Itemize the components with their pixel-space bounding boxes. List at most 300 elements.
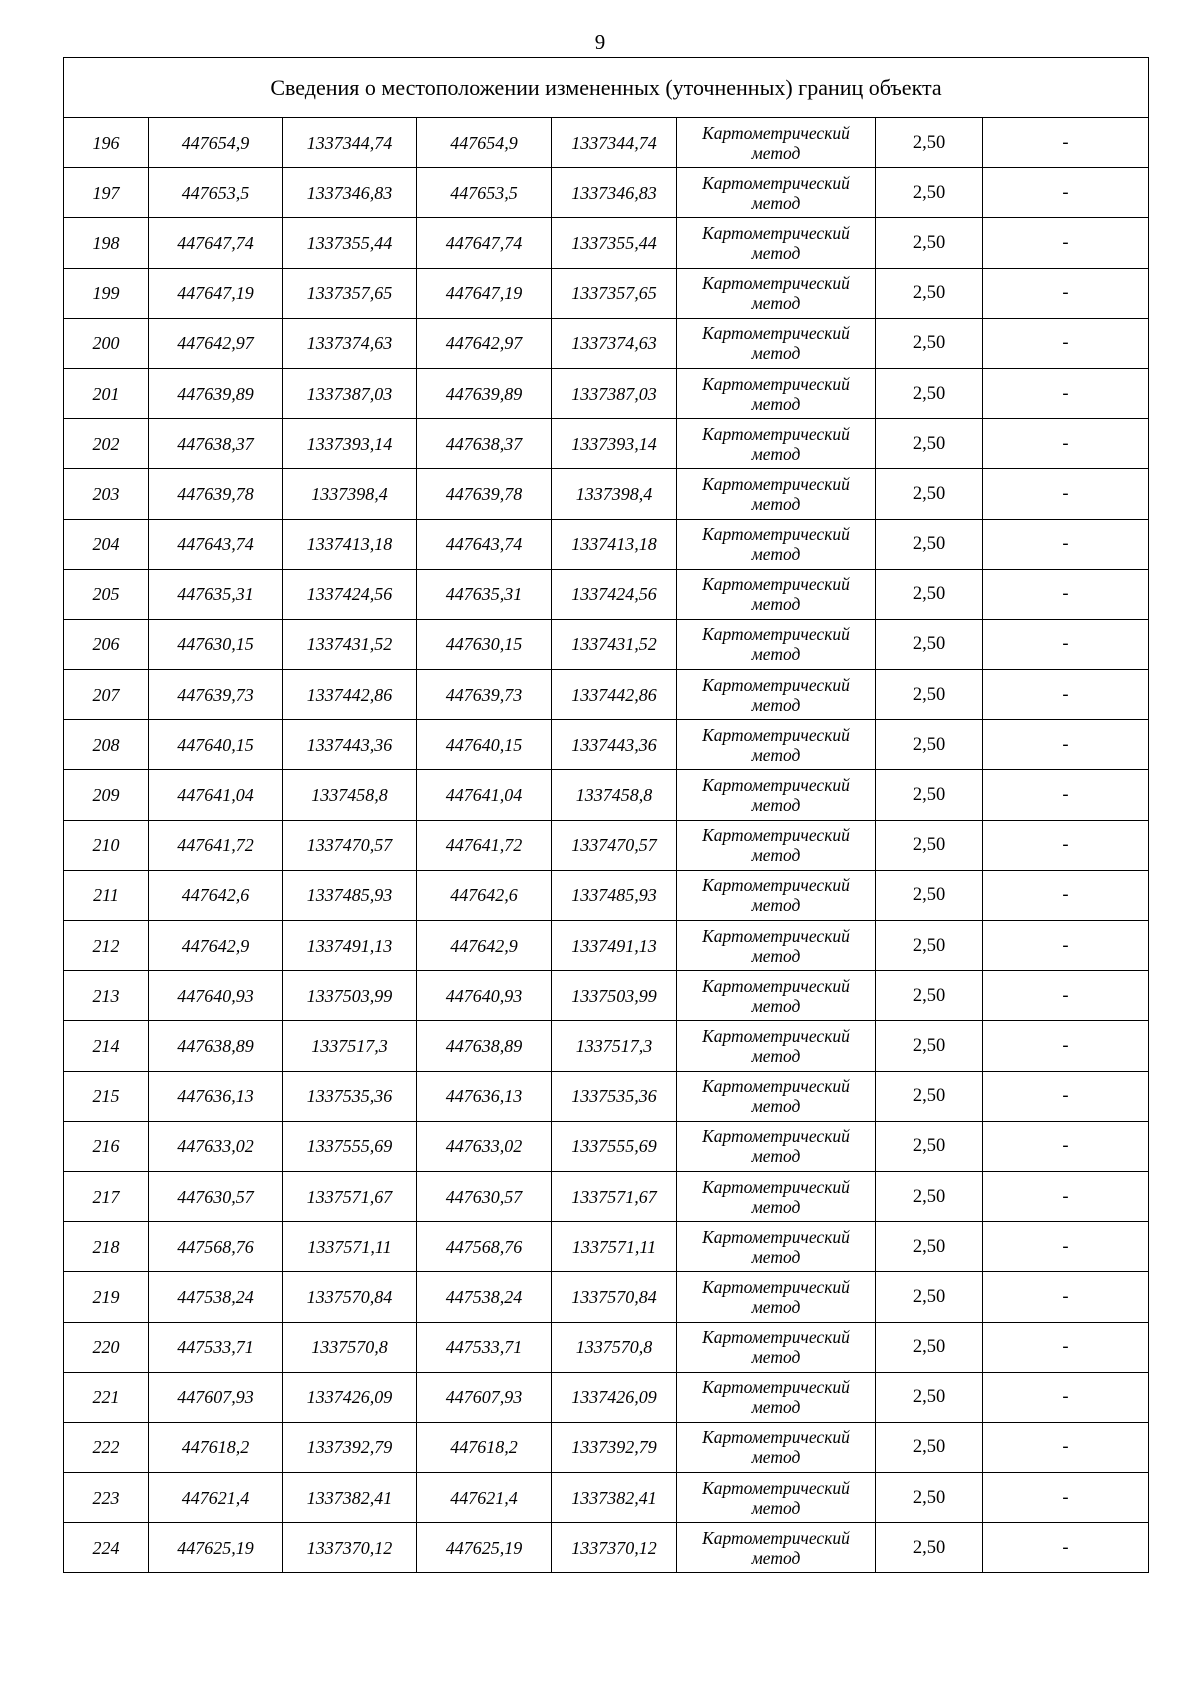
method-line-1: Картометрический	[702, 724, 850, 745]
new-x-cell: 447653,5	[417, 168, 552, 218]
old-y-cell: 1337555,69	[283, 1121, 417, 1171]
point-number-cell: 204	[64, 519, 149, 569]
point-number-cell: 216	[64, 1121, 149, 1171]
method-cell	[677, 419, 876, 469]
accuracy-cell: 2,50	[876, 1021, 983, 1071]
new-x-cell: 447641,72	[417, 820, 552, 870]
method-cell	[677, 519, 876, 569]
table-row	[64, 720, 1149, 770]
new-y-cell: 1337370,12	[552, 1523, 677, 1573]
note-cell: -	[983, 168, 1149, 218]
accuracy-cell: 2,50	[876, 469, 983, 519]
table-caption-row	[64, 58, 1149, 118]
accuracy-cell: 2,50	[876, 1171, 983, 1221]
accuracy-cell: 2,50	[876, 218, 983, 268]
old-x-cell: 447607,93	[149, 1372, 283, 1422]
new-y-cell: 1337442,86	[552, 670, 677, 720]
method-line-1: Картометрический	[702, 1477, 850, 1498]
table-row	[64, 1272, 1149, 1322]
new-y-cell: 1337571,11	[552, 1222, 677, 1272]
table-row	[64, 318, 1149, 368]
table-row	[64, 619, 1149, 669]
point-number-cell: 210	[64, 820, 149, 870]
note-cell: -	[983, 619, 1149, 669]
point-number-cell: 224	[64, 1523, 149, 1573]
new-y-cell: 1337570,8	[552, 1322, 677, 1372]
method-line-2: метод	[751, 1296, 801, 1317]
note-cell: -	[983, 1422, 1149, 1472]
old-x-cell: 447618,2	[149, 1422, 283, 1472]
old-y-cell: 1337485,93	[283, 870, 417, 920]
point-number-cell: 223	[64, 1473, 149, 1523]
old-y-cell: 1337571,11	[283, 1222, 417, 1272]
old-x-cell: 447568,76	[149, 1222, 283, 1272]
method-line-2: метод	[751, 795, 801, 816]
table-row	[64, 870, 1149, 920]
new-x-cell: 447640,15	[417, 720, 552, 770]
accuracy-cell: 2,50	[876, 971, 983, 1021]
new-x-cell: 447638,37	[417, 419, 552, 469]
note-cell: -	[983, 921, 1149, 971]
method-line-2: метод	[751, 142, 801, 163]
new-y-cell: 1337346,83	[552, 168, 677, 218]
note-cell: -	[983, 870, 1149, 920]
old-y-cell: 1337570,84	[283, 1272, 417, 1322]
accuracy-cell: 2,50	[876, 118, 983, 168]
method-cell	[677, 770, 876, 820]
method-line-1: Картометрический	[702, 122, 850, 143]
table-row	[64, 1222, 1149, 1272]
old-y-cell: 1337374,63	[283, 318, 417, 368]
new-x-cell: 447647,19	[417, 268, 552, 318]
accuracy-cell: 2,50	[876, 1372, 983, 1422]
old-x-cell: 447641,72	[149, 820, 283, 870]
old-x-cell: 447639,89	[149, 368, 283, 418]
point-number-cell: 203	[64, 469, 149, 519]
new-y-cell: 1337424,56	[552, 569, 677, 619]
method-line-1: Картометрический	[702, 925, 850, 946]
method-line-2: метод	[751, 1146, 801, 1167]
method-line-1: Картометрический	[702, 1226, 850, 1247]
method-line-1: Картометрический	[702, 574, 850, 595]
table-row	[64, 971, 1149, 1021]
old-y-cell: 1337442,86	[283, 670, 417, 720]
new-x-cell: 447654,9	[417, 118, 552, 168]
page-number: 9	[594, 30, 606, 54]
accuracy-cell: 2,50	[876, 619, 983, 669]
point-number-cell: 215	[64, 1071, 149, 1121]
old-x-cell: 447639,73	[149, 670, 283, 720]
new-x-cell: 447647,74	[417, 218, 552, 268]
old-y-cell: 1337571,67	[283, 1171, 417, 1221]
old-x-cell: 447538,24	[149, 1272, 283, 1322]
method-line-1: Картометрический	[702, 273, 850, 294]
point-number-cell: 205	[64, 569, 149, 619]
note-cell: -	[983, 318, 1149, 368]
note-cell: -	[983, 1272, 1149, 1322]
table-row	[64, 1071, 1149, 1121]
new-y-cell: 1337344,74	[552, 118, 677, 168]
method-cell	[677, 268, 876, 318]
method-line-2: метод	[751, 995, 801, 1016]
accuracy-cell: 2,50	[876, 1322, 983, 1372]
new-x-cell: 447625,19	[417, 1523, 552, 1573]
method-cell	[677, 1121, 876, 1171]
boundary-coordinates-table	[63, 57, 1149, 1573]
old-x-cell: 447640,93	[149, 971, 283, 1021]
old-x-cell: 447642,6	[149, 870, 283, 920]
table-caption: Сведения о местоположении измененных (уточненных) границ объекта	[64, 58, 1149, 118]
method-cell	[677, 1322, 876, 1372]
old-x-cell: 447625,19	[149, 1523, 283, 1573]
old-y-cell: 1337458,8	[283, 770, 417, 820]
method-line-1: Картометрический	[702, 674, 850, 695]
accuracy-cell: 2,50	[876, 921, 983, 971]
method-line-1: Картометрический	[702, 825, 850, 846]
new-y-cell: 1337431,52	[552, 619, 677, 669]
old-x-cell: 447533,71	[149, 1322, 283, 1372]
old-y-cell: 1337357,65	[283, 268, 417, 318]
point-number-cell: 213	[64, 971, 149, 1021]
point-number-cell: 218	[64, 1222, 149, 1272]
note-cell: -	[983, 519, 1149, 569]
point-number-cell: 221	[64, 1372, 149, 1422]
method-cell	[677, 820, 876, 870]
old-y-cell: 1337393,14	[283, 419, 417, 469]
old-y-cell: 1337570,8	[283, 1322, 417, 1372]
new-x-cell: 447639,89	[417, 368, 552, 418]
new-y-cell: 1337355,44	[552, 218, 677, 268]
old-x-cell: 447654,9	[149, 118, 283, 168]
note-cell: -	[983, 1121, 1149, 1171]
old-x-cell: 447630,15	[149, 619, 283, 669]
method-cell	[677, 368, 876, 418]
method-line-2: метод	[751, 594, 801, 615]
new-y-cell: 1337387,03	[552, 368, 677, 418]
method-line-1: Картометрический	[702, 1126, 850, 1147]
old-y-cell: 1337503,99	[283, 971, 417, 1021]
note-cell: -	[983, 469, 1149, 519]
note-cell: -	[983, 1021, 1149, 1071]
note-cell: -	[983, 770, 1149, 820]
new-x-cell: 447621,4	[417, 1473, 552, 1523]
method-cell	[677, 469, 876, 519]
method-cell	[677, 670, 876, 720]
accuracy-cell: 2,50	[876, 1272, 983, 1322]
new-y-cell: 1337555,69	[552, 1121, 677, 1171]
new-y-cell: 1337413,18	[552, 519, 677, 569]
accuracy-cell: 2,50	[876, 1473, 983, 1523]
old-x-cell: 447647,19	[149, 268, 283, 318]
method-line-1: Картометрический	[702, 975, 850, 996]
method-line-1: Картометрический	[702, 222, 850, 243]
note-cell: -	[983, 1473, 1149, 1523]
method-line-2: метод	[751, 1045, 801, 1066]
method-line-1: Картометрический	[702, 1076, 850, 1097]
point-number-cell: 219	[64, 1272, 149, 1322]
method-line-1: Картометрический	[702, 1327, 850, 1348]
note-cell: -	[983, 1171, 1149, 1221]
accuracy-cell: 2,50	[876, 1121, 983, 1171]
new-x-cell: 447641,04	[417, 770, 552, 820]
method-cell	[677, 870, 876, 920]
method-line-1: Картометрический	[702, 473, 850, 494]
method-cell	[677, 1071, 876, 1121]
old-y-cell: 1337424,56	[283, 569, 417, 619]
new-x-cell: 447638,89	[417, 1021, 552, 1071]
method-line-2: метод	[751, 644, 801, 665]
method-cell	[677, 1171, 876, 1221]
method-line-1: Картометрический	[702, 1527, 850, 1548]
method-line-1: Картометрический	[702, 172, 850, 193]
method-line-2: метод	[751, 845, 801, 866]
new-y-cell: 1337398,4	[552, 469, 677, 519]
old-y-cell: 1337370,12	[283, 1523, 417, 1573]
new-x-cell: 447639,73	[417, 670, 552, 720]
old-y-cell: 1337344,74	[283, 118, 417, 168]
new-x-cell: 447630,57	[417, 1171, 552, 1221]
accuracy-cell: 2,50	[876, 720, 983, 770]
new-x-cell: 447633,02	[417, 1121, 552, 1171]
accuracy-cell: 2,50	[876, 770, 983, 820]
table-row	[64, 1171, 1149, 1221]
new-x-cell: 447618,2	[417, 1422, 552, 1472]
method-cell	[677, 1372, 876, 1422]
new-y-cell: 1337393,14	[552, 419, 677, 469]
note-cell: -	[983, 419, 1149, 469]
old-y-cell: 1337431,52	[283, 619, 417, 669]
new-y-cell: 1337392,79	[552, 1422, 677, 1472]
new-x-cell: 447640,93	[417, 971, 552, 1021]
point-number-cell: 208	[64, 720, 149, 770]
new-x-cell: 447639,78	[417, 469, 552, 519]
method-cell	[677, 168, 876, 218]
note-cell: -	[983, 569, 1149, 619]
method-line-2: метод	[751, 1096, 801, 1117]
table-row	[64, 218, 1149, 268]
note-cell: -	[983, 1222, 1149, 1272]
point-number-cell: 214	[64, 1021, 149, 1071]
accuracy-cell: 2,50	[876, 569, 983, 619]
table-row	[64, 1121, 1149, 1171]
new-x-cell: 447636,13	[417, 1071, 552, 1121]
method-line-2: метод	[751, 694, 801, 715]
new-x-cell: 447643,74	[417, 519, 552, 569]
method-line-1: Картометрический	[702, 1377, 850, 1398]
point-number-cell: 198	[64, 218, 149, 268]
method-cell	[677, 720, 876, 770]
new-x-cell: 447607,93	[417, 1372, 552, 1422]
point-number-cell: 220	[64, 1322, 149, 1372]
new-y-cell: 1337443,36	[552, 720, 677, 770]
accuracy-cell: 2,50	[876, 1071, 983, 1121]
new-x-cell: 447538,24	[417, 1272, 552, 1322]
new-x-cell: 447642,9	[417, 921, 552, 971]
table-row	[64, 670, 1149, 720]
method-line-2: метод	[751, 1547, 801, 1568]
method-line-2: метод	[751, 443, 801, 464]
old-y-cell: 1337517,3	[283, 1021, 417, 1071]
method-line-2: метод	[751, 895, 801, 916]
method-cell	[677, 218, 876, 268]
method-cell	[677, 1523, 876, 1573]
new-y-cell: 1337374,63	[552, 318, 677, 368]
method-line-1: Картометрический	[702, 524, 850, 545]
old-y-cell: 1337491,13	[283, 921, 417, 971]
note-cell: -	[983, 218, 1149, 268]
method-line-1: Картометрический	[702, 775, 850, 796]
point-number-cell: 217	[64, 1171, 149, 1221]
method-line-2: метод	[751, 945, 801, 966]
method-line-1: Картометрический	[702, 1276, 850, 1297]
old-y-cell: 1337355,44	[283, 218, 417, 268]
method-line-2: метод	[751, 242, 801, 263]
new-y-cell: 1337570,84	[552, 1272, 677, 1322]
method-cell	[677, 921, 876, 971]
method-line-1: Картометрический	[702, 1427, 850, 1448]
old-y-cell: 1337398,4	[283, 469, 417, 519]
table-row	[64, 1523, 1149, 1573]
table-row	[64, 770, 1149, 820]
table-row	[64, 519, 1149, 569]
old-y-cell: 1337387,03	[283, 368, 417, 418]
old-x-cell: 447635,31	[149, 569, 283, 619]
accuracy-cell: 2,50	[876, 318, 983, 368]
method-cell	[677, 1222, 876, 1272]
old-y-cell: 1337535,36	[283, 1071, 417, 1121]
note-cell: -	[983, 1322, 1149, 1372]
note-cell: -	[983, 670, 1149, 720]
old-x-cell: 447630,57	[149, 1171, 283, 1221]
accuracy-cell: 2,50	[876, 820, 983, 870]
point-number-cell: 206	[64, 619, 149, 669]
note-cell: -	[983, 368, 1149, 418]
new-y-cell: 1337571,67	[552, 1171, 677, 1221]
new-y-cell: 1337357,65	[552, 268, 677, 318]
method-cell	[677, 619, 876, 669]
old-x-cell: 447647,74	[149, 218, 283, 268]
accuracy-cell: 2,50	[876, 368, 983, 418]
accuracy-cell: 2,50	[876, 419, 983, 469]
point-number-cell: 222	[64, 1422, 149, 1472]
old-y-cell: 1337392,79	[283, 1422, 417, 1472]
table-row	[64, 921, 1149, 971]
old-y-cell: 1337443,36	[283, 720, 417, 770]
old-x-cell: 447636,13	[149, 1071, 283, 1121]
method-cell	[677, 118, 876, 168]
method-cell	[677, 569, 876, 619]
old-x-cell: 447621,4	[149, 1473, 283, 1523]
method-line-1: Картометрический	[702, 373, 850, 394]
point-number-cell: 207	[64, 670, 149, 720]
new-y-cell: 1337426,09	[552, 1372, 677, 1422]
method-cell	[677, 1272, 876, 1322]
new-y-cell: 1337470,57	[552, 820, 677, 870]
table-row	[64, 419, 1149, 469]
new-x-cell: 447568,76	[417, 1222, 552, 1272]
new-y-cell: 1337517,3	[552, 1021, 677, 1071]
new-y-cell: 1337491,13	[552, 921, 677, 971]
old-x-cell: 447639,78	[149, 469, 283, 519]
new-x-cell: 447642,97	[417, 318, 552, 368]
old-y-cell: 1337346,83	[283, 168, 417, 218]
method-cell	[677, 971, 876, 1021]
method-line-2: метод	[751, 544, 801, 565]
new-y-cell: 1337535,36	[552, 1071, 677, 1121]
method-cell	[677, 1422, 876, 1472]
point-number-cell: 197	[64, 168, 149, 218]
method-cell	[677, 1473, 876, 1523]
old-y-cell: 1337470,57	[283, 820, 417, 870]
method-line-2: метод	[751, 393, 801, 414]
note-cell: -	[983, 720, 1149, 770]
method-line-2: метод	[751, 1497, 801, 1518]
new-y-cell: 1337485,93	[552, 870, 677, 920]
table-row	[64, 1021, 1149, 1071]
method-line-2: метод	[751, 1347, 801, 1368]
method-line-1: Картометрический	[702, 423, 850, 444]
method-line-1: Картометрический	[702, 624, 850, 645]
note-cell: -	[983, 1372, 1149, 1422]
accuracy-cell: 2,50	[876, 519, 983, 569]
old-y-cell: 1337413,18	[283, 519, 417, 569]
old-y-cell: 1337382,41	[283, 1473, 417, 1523]
table-row	[64, 1322, 1149, 1372]
accuracy-cell: 2,50	[876, 870, 983, 920]
old-x-cell: 447642,9	[149, 921, 283, 971]
new-x-cell: 447533,71	[417, 1322, 552, 1372]
note-cell: -	[983, 971, 1149, 1021]
method-line-2: метод	[751, 493, 801, 514]
old-x-cell: 447641,04	[149, 770, 283, 820]
point-number-cell: 201	[64, 368, 149, 418]
note-cell: -	[983, 1071, 1149, 1121]
accuracy-cell: 2,50	[876, 670, 983, 720]
new-x-cell: 447630,15	[417, 619, 552, 669]
method-line-2: метод	[751, 744, 801, 765]
new-x-cell: 447635,31	[417, 569, 552, 619]
accuracy-cell: 2,50	[876, 1222, 983, 1272]
accuracy-cell: 2,50	[876, 268, 983, 318]
method-line-2: метод	[751, 192, 801, 213]
old-x-cell: 447640,15	[149, 720, 283, 770]
table-row	[64, 168, 1149, 218]
old-x-cell: 447633,02	[149, 1121, 283, 1171]
table-row	[64, 268, 1149, 318]
new-y-cell: 1337458,8	[552, 770, 677, 820]
method-cell	[677, 318, 876, 368]
old-x-cell: 447643,74	[149, 519, 283, 569]
method-line-2: метод	[751, 293, 801, 314]
table-row	[64, 1372, 1149, 1422]
new-x-cell: 447642,6	[417, 870, 552, 920]
table-row	[64, 1473, 1149, 1523]
accuracy-cell: 2,50	[876, 1422, 983, 1472]
table-row	[64, 118, 1149, 168]
point-number-cell: 209	[64, 770, 149, 820]
old-x-cell: 447638,37	[149, 419, 283, 469]
note-cell: -	[983, 1523, 1149, 1573]
point-number-cell: 202	[64, 419, 149, 469]
method-line-2: метод	[751, 1246, 801, 1267]
method-line-2: метод	[751, 1196, 801, 1217]
table-row	[64, 368, 1149, 418]
method-line-1: Картометрический	[702, 1176, 850, 1197]
method-line-2: метод	[751, 1447, 801, 1468]
method-cell	[677, 1021, 876, 1071]
method-line-2: метод	[751, 343, 801, 364]
new-y-cell: 1337382,41	[552, 1473, 677, 1523]
